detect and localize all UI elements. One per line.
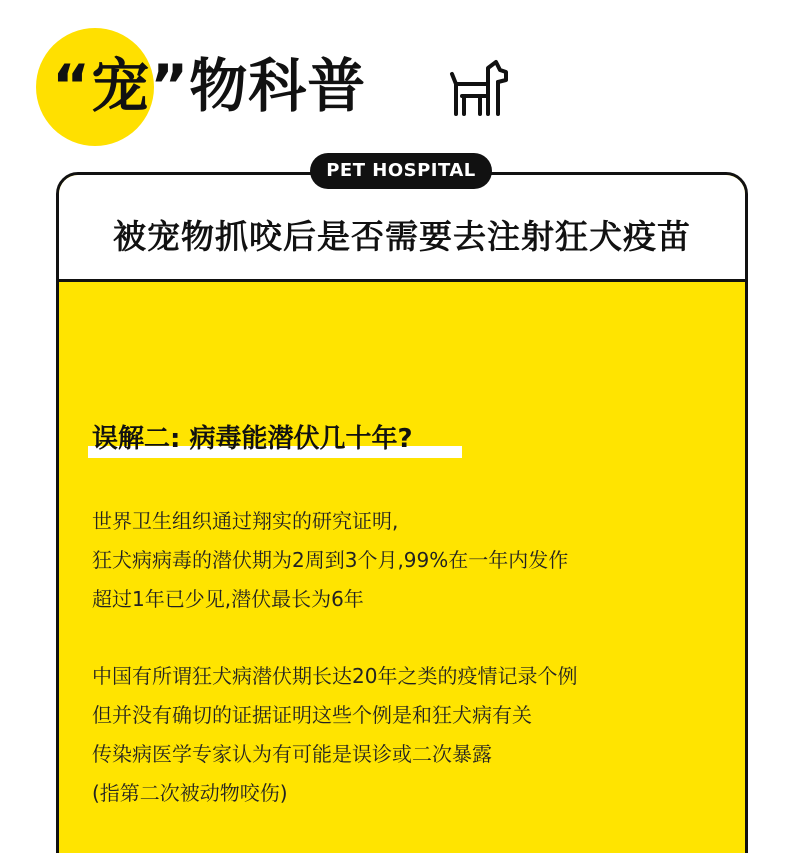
dog-icon [446, 58, 510, 118]
paragraph-line: 但并没有确切的证据证明这些个例是和狂犬病有关 [92, 703, 532, 727]
paragraph-line: 中国有所谓狂犬病潜伏期长达20年之类的疫情记录个例 [92, 664, 578, 688]
page-title: “宠”物科普 [52, 52, 367, 120]
pet-hospital-badge: PET HOSPITAL [310, 153, 492, 189]
section-heading: 误解二: 病毒能潜伏几十年? [92, 424, 413, 454]
paragraph-line: (指第二次被动物咬伤) [92, 781, 288, 805]
paragraph-line: 超过1年已少见,潜伏最长为6年 [92, 587, 364, 611]
paragraph-2 [92, 657, 577, 813]
card-title: 被宠物抓咬后是否需要去注射狂犬疫苗 [113, 217, 691, 256]
card-header [59, 175, 745, 282]
paragraph-line: 世界卫生组织通过翔实的研究证明, [92, 509, 399, 533]
paragraph-1 [92, 502, 568, 619]
paragraph-line: 传染病医学专家认为有可能是误诊或二次暴露 [92, 742, 492, 766]
paragraph-line: 狂犬病病毒的潜伏期为2周到3个月,99%在一年内发作 [92, 548, 569, 572]
